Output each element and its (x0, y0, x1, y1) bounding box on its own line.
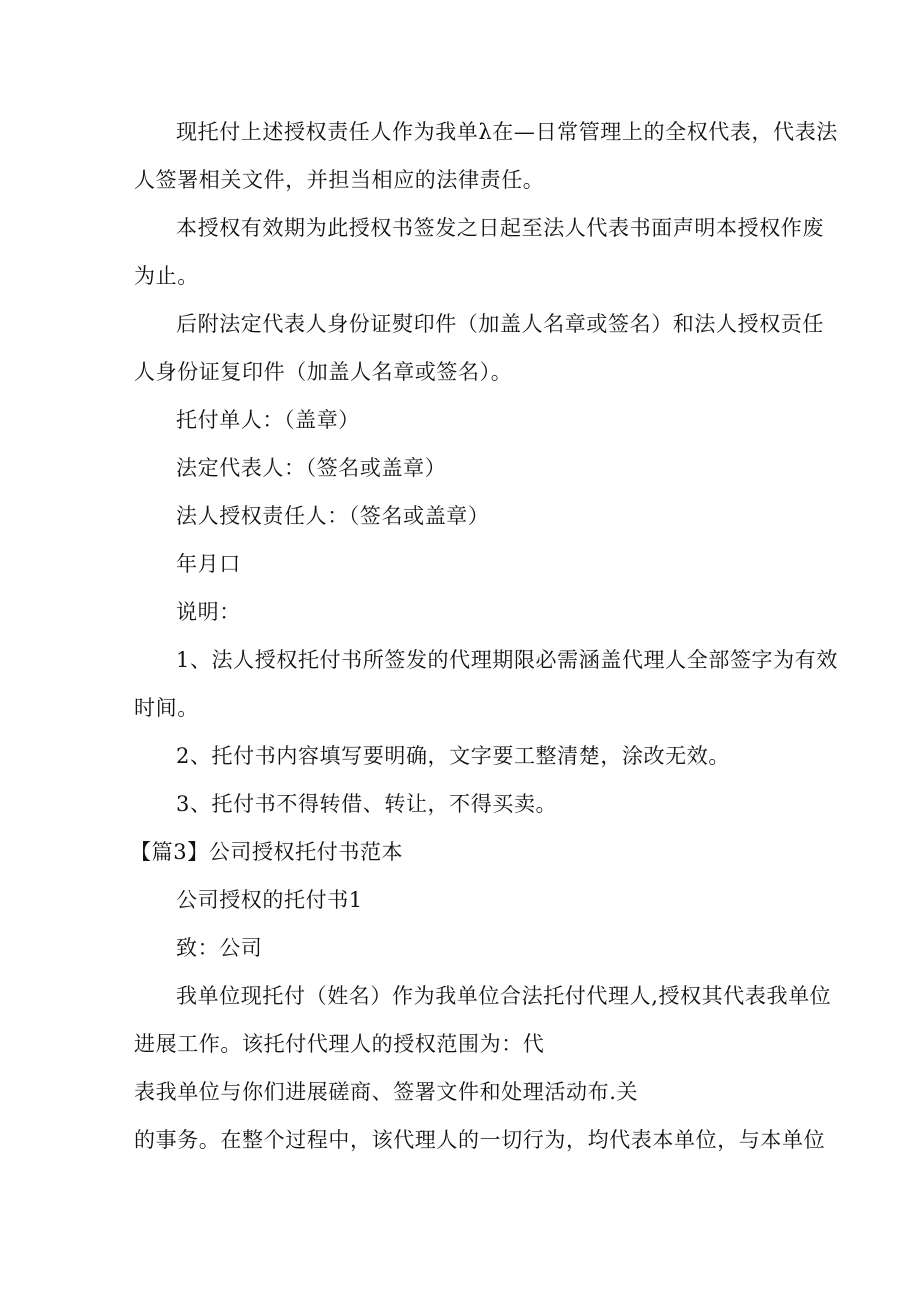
notes-heading: 说明： (176, 600, 241, 624)
note-item-continuation: 时间。 (134, 696, 199, 720)
paragraph-line: 人身份证复印件（加盖人名章或签名）。 (134, 360, 513, 384)
addressee: 致：公司 (176, 936, 263, 960)
paragraph-line: 人签署相关文件，并担当相应的法律责任。 (134, 168, 545, 192)
paragraph-line: 的事务。在整个过程中，该代理人的一切行为，均代表本单位，与本单位 (134, 1128, 826, 1152)
paragraph-line: 本授权有效期为此授权书签发之日起至法人代表书面声明本授权作废 (176, 216, 824, 240)
signature-field-legal-rep: 法定代表人：（签名或盖章） (176, 456, 447, 480)
paragraph-line: 进展工作。该托付代理人的授权范围为：代 (134, 1032, 545, 1056)
note-item: 2、托付书内容填写要明确，文字要工整清楚，涂改无效。 (176, 744, 730, 768)
note-item: 1、法人授权托付书所签发的代理期限必需涵盖代理人全部签字为有效 (176, 648, 838, 672)
date-field: 年月口 (176, 552, 241, 576)
note-item: 3、托付书不得转借、转让，不得买卖。 (176, 792, 558, 816)
paragraph-line: 现托付上述授权责任人作为我单λ在—日常管理上的全权代表，代表法 (176, 120, 838, 144)
paragraph-line: 为止。 (134, 264, 199, 288)
paragraph-line: 后附法定代表人身份证熨印件（加盖人名章或签名）和法人授权贡任 (176, 312, 824, 336)
paragraph-line: 我单位现托付（姓名）作为我单位合法托付代理人,授权其代表我单位 (176, 984, 832, 1008)
section-heading: 【篇3】公司授权托付书范本 (130, 840, 404, 864)
paragraph-line: 表我单位与你们进展磋商、签署文件和处理活动布.关 (134, 1080, 639, 1104)
signature-field-principal: 托付单人：（盖章） (176, 408, 360, 432)
document-title: 公司授权的托付书1 (176, 888, 363, 912)
signature-field-authorized: 法人授权责任人：（签名或盖章） (176, 504, 490, 528)
